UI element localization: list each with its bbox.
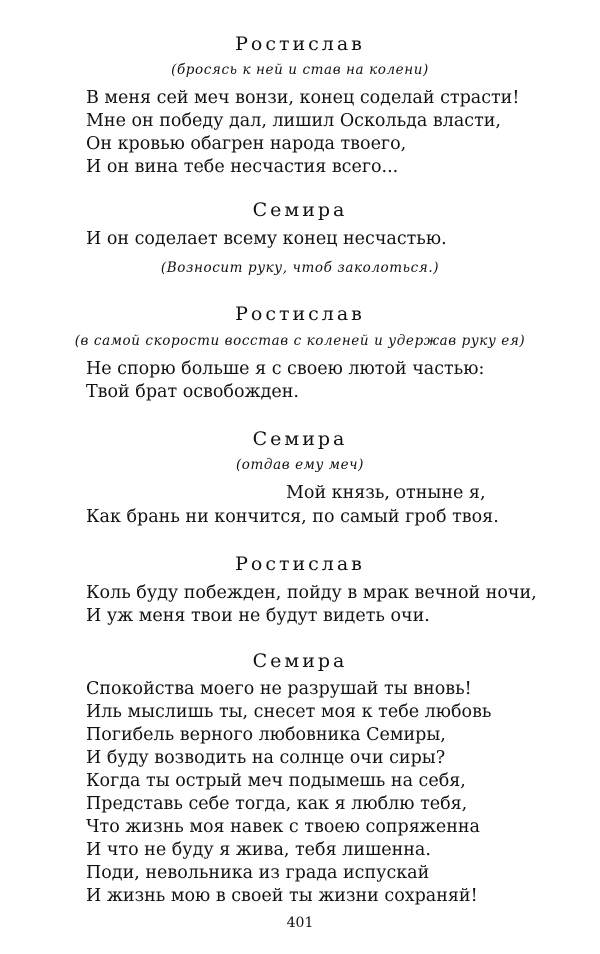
speaker-name: Семира xyxy=(252,428,348,450)
verse-line: Когда ты острый меч подымешь на себя, xyxy=(86,771,466,791)
speaker-name: Ростислав xyxy=(235,553,365,575)
verse-line: Твой брат освобожден. xyxy=(86,382,299,402)
verse-line: Не спорю больше я с своею лютой частью: xyxy=(86,359,485,379)
speaker-name: Ростислав xyxy=(235,33,365,55)
stage-direction: (отдав ему меч) xyxy=(235,457,365,473)
stage-direction: (бросясь к ней и став на колени) xyxy=(171,62,429,78)
verse-line: И он вина тебе несчастия всего... xyxy=(86,157,399,177)
verse-line: Иль мыслишь ты, снесет моя к тебе любовь xyxy=(86,702,492,722)
verse-line: И он соделает всему конец несчастью. xyxy=(86,229,447,249)
verse-line: Что жизнь моя навек с твоею сопряженна xyxy=(86,817,480,837)
speaker-name: Ростислав xyxy=(235,303,365,325)
verse-line: Он кровью обагрен народа твоего, xyxy=(86,134,407,154)
verse-line: И жизнь мою в своей ты жизни сохраняй! xyxy=(86,886,478,906)
verse-line: И уж меня твои не будут видеть очи. xyxy=(86,606,430,626)
verse-line: Представь себе тогда, как я люблю тебя, xyxy=(86,794,468,814)
verse-line: И буду возводить на солнце очи сиры? xyxy=(86,748,446,768)
verse-line: Коль буду побежден, пойду в мрак вечной ночи, xyxy=(86,583,537,603)
speaker-name: Семира xyxy=(252,199,348,221)
stage-direction: (Возносит руку, чтоб заколоться.) xyxy=(160,260,440,276)
verse-line: Поди, невольника из града испускай xyxy=(86,863,430,883)
verse-line: Погибель верного любовника Семиры, xyxy=(86,725,446,745)
verse-line: Спокойства моего не разрушай ты вновь! xyxy=(86,679,472,699)
speaker-name: Семира xyxy=(252,650,348,672)
stage-direction: (в самой скорости восстав с коленей и удержав руку ея) xyxy=(74,333,526,349)
verse-line: Мой князь, отныне я, xyxy=(286,483,486,503)
verse-line: В меня сей меч вонзи, конец соделай страсти! xyxy=(86,88,520,108)
verse-line: Как брань ни кончится, по самый гроб твоя. xyxy=(86,507,499,527)
verse-line: Мне он победу дал, лишил Оскольда власти, xyxy=(86,111,501,131)
verse-line: И что не буду я жива, тебя лишенна. xyxy=(86,840,431,860)
page-number: 401 xyxy=(286,915,314,931)
